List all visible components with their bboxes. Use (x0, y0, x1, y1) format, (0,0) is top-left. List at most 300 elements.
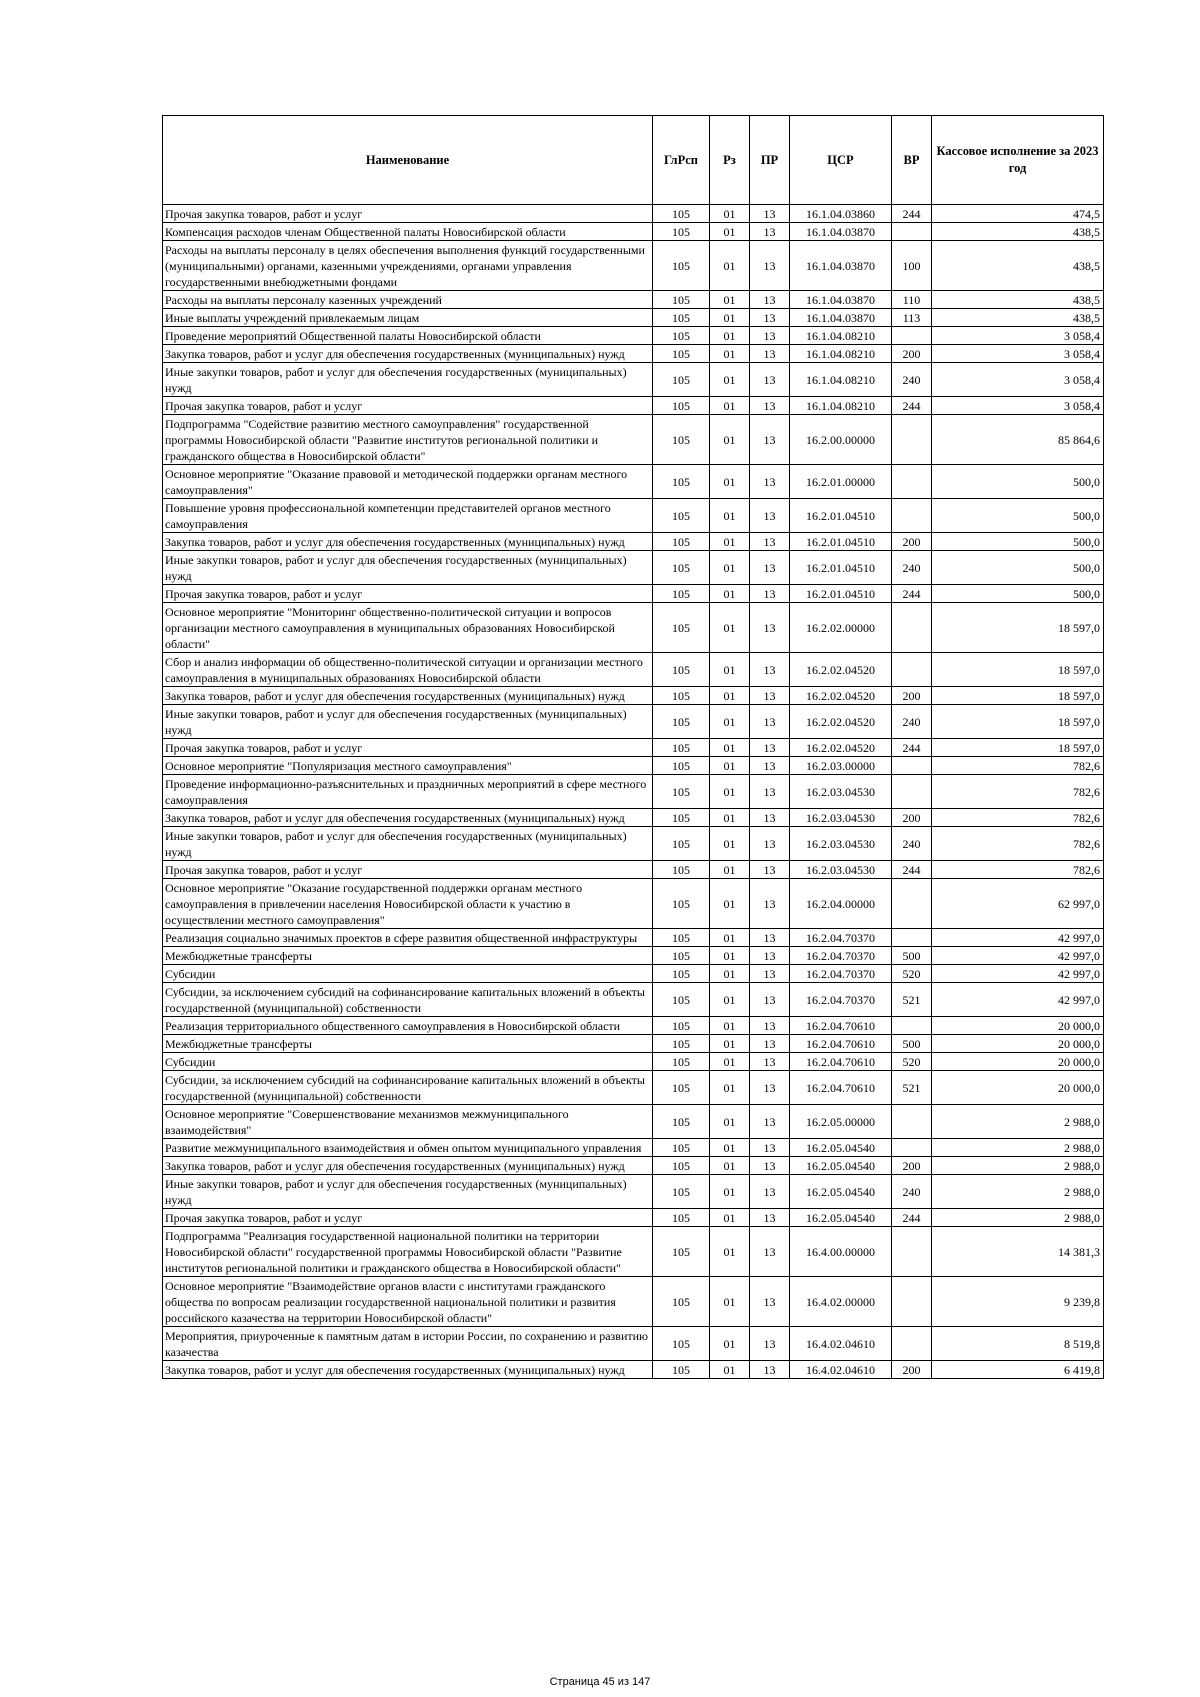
cell-name: Закупка товаров, работ и услуг для обеспечения государственных (муниципальных) нужд (163, 1361, 653, 1379)
cell-sum: 18 597,0 (932, 603, 1104, 653)
cell-vr (892, 1105, 932, 1139)
cell-vr: 520 (892, 965, 932, 983)
header-csr: ЦСР (790, 116, 892, 205)
cell-vr: 240 (892, 705, 932, 739)
cell-rz: 01 (710, 1361, 750, 1379)
cell-pr: 13 (750, 309, 790, 327)
table-row (163, 653, 1104, 687)
cell-name: Иные закупки товаров, работ и услуг для обеспечения государственных (муниципальных) нужд (163, 705, 653, 739)
cell-pr: 13 (750, 465, 790, 499)
table-row (163, 551, 1104, 585)
cell-sum: 20 000,0 (932, 1053, 1104, 1071)
cell-vr: 521 (892, 983, 932, 1017)
cell-sum: 782,6 (932, 827, 1104, 861)
table-row (163, 363, 1104, 397)
cell-csr: 16.2.05.04540 (790, 1209, 892, 1227)
table-row (163, 1035, 1104, 1053)
cell-gl: 105 (653, 533, 710, 551)
table-row (163, 827, 1104, 861)
table-row (163, 1071, 1104, 1105)
cell-pr: 13 (750, 327, 790, 345)
table-row (163, 739, 1104, 757)
cell-csr: 16.1.04.08210 (790, 327, 892, 345)
cell-gl: 105 (653, 603, 710, 653)
cell-gl: 105 (653, 983, 710, 1017)
cell-name: Проведение информационно-разъяснительных и праздничных мероприятий в сфере местного самоуправления (163, 775, 653, 809)
cell-gl: 105 (653, 687, 710, 705)
cell-csr: 16.2.05.04540 (790, 1175, 892, 1209)
cell-vr: 244 (892, 397, 932, 415)
cell-vr: 240 (892, 363, 932, 397)
cell-csr: 16.1.04.08210 (790, 345, 892, 363)
cell-rz: 01 (710, 983, 750, 1017)
cell-name: Компенсация расходов членам Общественной палаты Новосибирской области (163, 223, 653, 241)
table-row (163, 533, 1104, 551)
cell-vr (892, 1277, 932, 1327)
cell-rz: 01 (710, 1017, 750, 1035)
cell-csr: 16.2.04.70370 (790, 983, 892, 1017)
budget-table-sheet (162, 115, 1103, 1379)
cell-gl: 105 (653, 327, 710, 345)
cell-name: Закупка товаров, работ и услуг для обеспечения государственных (муниципальных) нужд (163, 1157, 653, 1175)
cell-gl: 105 (653, 879, 710, 929)
table-row (163, 241, 1104, 291)
cell-sum: 8 519,8 (932, 1327, 1104, 1361)
cell-pr: 13 (750, 947, 790, 965)
cell-pr: 13 (750, 827, 790, 861)
cell-gl: 105 (653, 739, 710, 757)
cell-pr: 13 (750, 223, 790, 241)
cell-sum: 2 988,0 (932, 1157, 1104, 1175)
cell-vr: 244 (892, 739, 932, 757)
table-body (163, 205, 1104, 1379)
cell-name: Основное мероприятие "Оказание правовой и методической поддержки органам местного самоуправления" (163, 465, 653, 499)
cell-rz: 01 (710, 1327, 750, 1361)
cell-pr: 13 (750, 809, 790, 827)
cell-csr: 16.2.03.04530 (790, 827, 892, 861)
cell-gl: 105 (653, 309, 710, 327)
cell-name: Основное мероприятие "Совершенствование механизмов межмуниципального взаимодействия" (163, 1105, 653, 1139)
cell-sum: 42 997,0 (932, 983, 1104, 1017)
cell-pr: 13 (750, 1209, 790, 1227)
header-name: Наименование (163, 116, 653, 205)
cell-gl: 105 (653, 827, 710, 861)
cell-vr (892, 653, 932, 687)
table-row (163, 775, 1104, 809)
cell-sum: 782,6 (932, 757, 1104, 775)
cell-pr: 13 (750, 965, 790, 983)
cell-csr: 16.2.02.04520 (790, 705, 892, 739)
cell-vr: 244 (892, 205, 932, 223)
cell-pr: 13 (750, 603, 790, 653)
cell-csr: 16.2.05.04540 (790, 1157, 892, 1175)
table-row (163, 879, 1104, 929)
cell-gl: 105 (653, 1209, 710, 1227)
cell-rz: 01 (710, 309, 750, 327)
table-row (163, 415, 1104, 465)
cell-pr: 13 (750, 1035, 790, 1053)
cell-vr (892, 1017, 932, 1035)
cell-vr: 100 (892, 241, 932, 291)
cell-rz: 01 (710, 861, 750, 879)
cell-csr: 16.1.04.03870 (790, 241, 892, 291)
table-row (163, 1105, 1104, 1139)
cell-vr: 113 (892, 309, 932, 327)
cell-vr: 240 (892, 551, 932, 585)
cell-name: Прочая закупка товаров, работ и услуг (163, 739, 653, 757)
table-row (163, 309, 1104, 327)
table-row (163, 705, 1104, 739)
cell-sum: 438,5 (932, 241, 1104, 291)
cell-csr: 16.2.01.04510 (790, 585, 892, 603)
cell-gl: 105 (653, 1053, 710, 1071)
cell-vr (892, 929, 932, 947)
cell-vr: 500 (892, 1035, 932, 1053)
cell-sum: 18 597,0 (932, 653, 1104, 687)
cell-pr: 13 (750, 533, 790, 551)
cell-rz: 01 (710, 205, 750, 223)
cell-rz: 01 (710, 397, 750, 415)
cell-vr: 200 (892, 345, 932, 363)
cell-sum: 782,6 (932, 809, 1104, 827)
cell-gl: 105 (653, 1105, 710, 1139)
cell-sum: 18 597,0 (932, 705, 1104, 739)
cell-csr: 16.2.05.00000 (790, 1105, 892, 1139)
cell-vr: 200 (892, 809, 932, 827)
cell-rz: 01 (710, 499, 750, 533)
table-row (163, 929, 1104, 947)
cell-gl: 105 (653, 585, 710, 603)
cell-name: Прочая закупка товаров, работ и услуг (163, 205, 653, 223)
cell-vr (892, 757, 932, 775)
cell-sum: 20 000,0 (932, 1035, 1104, 1053)
cell-vr: 240 (892, 1175, 932, 1209)
table-row (163, 205, 1104, 223)
cell-csr: 16.2.02.04520 (790, 687, 892, 705)
table-row (163, 757, 1104, 775)
cell-gl: 105 (653, 345, 710, 363)
cell-gl: 105 (653, 757, 710, 775)
cell-name: Иные закупки товаров, работ и услуг для обеспечения государственных (муниципальных) нужд (163, 1175, 653, 1209)
cell-pr: 13 (750, 1017, 790, 1035)
cell-name: Прочая закупка товаров, работ и услуг (163, 397, 653, 415)
cell-vr (892, 775, 932, 809)
cell-name: Основное мероприятие "Оказание государственной поддержки органам местного самоуправления в привлечении населения Новосибирской области к участию в осуществлении местного самоуправления" (163, 879, 653, 929)
cell-pr: 13 (750, 1139, 790, 1157)
cell-pr: 13 (750, 757, 790, 775)
cell-pr: 13 (750, 363, 790, 397)
cell-vr: 200 (892, 533, 932, 551)
cell-pr: 13 (750, 1053, 790, 1071)
cell-rz: 01 (710, 241, 750, 291)
cell-rz: 01 (710, 1139, 750, 1157)
cell-gl: 105 (653, 499, 710, 533)
cell-sum: 2 988,0 (932, 1209, 1104, 1227)
cell-vr: 244 (892, 1209, 932, 1227)
cell-name: Субсидии, за исключением субсидий на софинансирование капитальных вложений в объекты государственной (муниципальной) собственности (163, 1071, 653, 1105)
cell-vr: 521 (892, 1071, 932, 1105)
table-row (163, 585, 1104, 603)
cell-csr: 16.4.02.00000 (790, 1277, 892, 1327)
cell-sum: 438,5 (932, 309, 1104, 327)
cell-pr: 13 (750, 551, 790, 585)
cell-vr (892, 1139, 932, 1157)
cell-pr: 13 (750, 499, 790, 533)
table-row (163, 809, 1104, 827)
cell-sum: 438,5 (932, 291, 1104, 309)
cell-rz: 01 (710, 551, 750, 585)
cell-gl: 105 (653, 929, 710, 947)
cell-csr: 16.1.04.03870 (790, 291, 892, 309)
cell-name: Подпрограмма "Содействие развитию местного самоуправления" государственной программы Новосибирской области "Развитие институтов региональной политики и гражданского общества в Новосибирской области" (163, 415, 653, 465)
cell-vr: 200 (892, 687, 932, 705)
cell-name: Реализация социально значимых проектов в сфере развития общественной инфраструктуры (163, 929, 653, 947)
cell-pr: 13 (750, 1277, 790, 1327)
cell-name: Расходы на выплаты персоналу в целях обеспечения выполнения функций государственными (муниципальными) органами, казенными учреждениями, органами управления государственными внебюджетными фондами (163, 241, 653, 291)
cell-gl: 105 (653, 1071, 710, 1105)
cell-name: Прочая закупка товаров, работ и услуг (163, 861, 653, 879)
cell-sum: 438,5 (932, 223, 1104, 241)
cell-pr: 13 (750, 205, 790, 223)
cell-sum: 6 419,8 (932, 1361, 1104, 1379)
cell-vr: 520 (892, 1053, 932, 1071)
cell-sum: 3 058,4 (932, 363, 1104, 397)
cell-sum: 42 997,0 (932, 947, 1104, 965)
table-header-row (163, 116, 1104, 205)
table-row (163, 1017, 1104, 1035)
cell-sum: 782,6 (932, 861, 1104, 879)
cell-rz: 01 (710, 1209, 750, 1227)
cell-gl: 105 (653, 1227, 710, 1277)
cell-rz: 01 (710, 1157, 750, 1175)
table-row (163, 1053, 1104, 1071)
cell-vr: 244 (892, 585, 932, 603)
page-number: Страница 45 из 147 (549, 1676, 651, 1688)
cell-csr: 16.2.03.04530 (790, 775, 892, 809)
cell-rz: 01 (710, 363, 750, 397)
table-row (163, 465, 1104, 499)
cell-name: Иные закупки товаров, работ и услуг для обеспечения государственных (муниципальных) нужд (163, 551, 653, 585)
cell-pr: 13 (750, 397, 790, 415)
cell-csr: 16.2.00.00000 (790, 415, 892, 465)
table-row (163, 345, 1104, 363)
table-row (163, 947, 1104, 965)
cell-rz: 01 (710, 965, 750, 983)
cell-pr: 13 (750, 291, 790, 309)
cell-gl: 105 (653, 1277, 710, 1327)
cell-name: Основное мероприятие "Популяризация местного самоуправления" (163, 757, 653, 775)
cell-csr: 16.1.04.03860 (790, 205, 892, 223)
cell-gl: 105 (653, 809, 710, 827)
cell-vr: 244 (892, 861, 932, 879)
cell-rz: 01 (710, 929, 750, 947)
table-row (163, 1209, 1104, 1227)
cell-gl: 105 (653, 1157, 710, 1175)
cell-name: Мероприятия, приуроченные к памятным датам в истории России, по сохранению и развитию казачества (163, 1327, 653, 1361)
cell-sum: 3 058,4 (932, 345, 1104, 363)
cell-pr: 13 (750, 1175, 790, 1209)
cell-csr: 16.4.02.04610 (790, 1327, 892, 1361)
cell-sum: 18 597,0 (932, 687, 1104, 705)
table-row (163, 1157, 1104, 1175)
cell-sum: 20 000,0 (932, 1017, 1104, 1035)
cell-pr: 13 (750, 687, 790, 705)
table-row (163, 499, 1104, 533)
table-row (163, 687, 1104, 705)
cell-pr: 13 (750, 1157, 790, 1175)
cell-csr: 16.2.05.04540 (790, 1139, 892, 1157)
cell-csr: 16.1.04.03870 (790, 223, 892, 241)
cell-gl: 105 (653, 705, 710, 739)
cell-csr: 16.2.03.04530 (790, 809, 892, 827)
table-row (163, 861, 1104, 879)
cell-rz: 01 (710, 775, 750, 809)
table-row (163, 983, 1104, 1017)
cell-sum: 85 864,6 (932, 415, 1104, 465)
cell-rz: 01 (710, 1277, 750, 1327)
cell-pr: 13 (750, 929, 790, 947)
header-vr: ВР (892, 116, 932, 205)
cell-csr: 16.4.02.04610 (790, 1361, 892, 1379)
cell-csr: 16.2.02.04520 (790, 653, 892, 687)
cell-sum: 2 988,0 (932, 1105, 1104, 1139)
cell-csr: 16.2.03.04530 (790, 861, 892, 879)
cell-sum: 500,0 (932, 465, 1104, 499)
table-row (163, 397, 1104, 415)
cell-csr: 16.1.04.03870 (790, 309, 892, 327)
cell-csr: 16.2.04.70610 (790, 1017, 892, 1035)
cell-csr: 16.2.04.70370 (790, 947, 892, 965)
cell-rz: 01 (710, 687, 750, 705)
cell-rz: 01 (710, 1071, 750, 1105)
cell-gl: 105 (653, 1361, 710, 1379)
cell-name: Сбор и анализ информации об общественно-политической ситуации и организации местного самоуправления в муниципальных образованиях Новосибирской области (163, 653, 653, 687)
table-row (163, 1361, 1104, 1379)
cell-name: Расходы на выплаты персоналу казенных учреждений (163, 291, 653, 309)
cell-rz: 01 (710, 739, 750, 757)
cell-rz: 01 (710, 345, 750, 363)
cell-pr: 13 (750, 879, 790, 929)
cell-gl: 105 (653, 363, 710, 397)
cell-vr: 200 (892, 1361, 932, 1379)
cell-rz: 01 (710, 585, 750, 603)
cell-name: Закупка товаров, работ и услуг для обеспечения государственных (муниципальных) нужд (163, 533, 653, 551)
cell-vr (892, 1327, 932, 1361)
cell-pr: 13 (750, 983, 790, 1017)
cell-rz: 01 (710, 1053, 750, 1071)
cell-vr: 110 (892, 291, 932, 309)
header-sum: Кассовое исполнение за 2023 год (932, 116, 1104, 205)
cell-gl: 105 (653, 1139, 710, 1157)
cell-name: Межбюджетные трансферты (163, 1035, 653, 1053)
cell-name: Закупка товаров, работ и услуг для обеспечения государственных (муниципальных) нужд (163, 345, 653, 363)
cell-rz: 01 (710, 705, 750, 739)
cell-gl: 105 (653, 241, 710, 291)
cell-gl: 105 (653, 465, 710, 499)
cell-pr: 13 (750, 415, 790, 465)
cell-gl: 105 (653, 947, 710, 965)
cell-sum: 42 997,0 (932, 965, 1104, 983)
cell-rz: 01 (710, 1227, 750, 1277)
cell-sum: 782,6 (932, 775, 1104, 809)
cell-rz: 01 (710, 415, 750, 465)
cell-pr: 13 (750, 1071, 790, 1105)
cell-csr: 16.2.04.70370 (790, 965, 892, 983)
cell-csr: 16.1.04.08210 (790, 397, 892, 415)
cell-vr: 240 (892, 827, 932, 861)
cell-sum: 3 058,4 (932, 397, 1104, 415)
cell-gl: 105 (653, 291, 710, 309)
table-row (163, 223, 1104, 241)
cell-pr: 13 (750, 739, 790, 757)
table-row (163, 603, 1104, 653)
cell-csr: 16.2.01.00000 (790, 465, 892, 499)
cell-gl: 105 (653, 775, 710, 809)
cell-vr: 200 (892, 1157, 932, 1175)
cell-name: Иные закупки товаров, работ и услуг для обеспечения государственных (муниципальных) нужд (163, 363, 653, 397)
cell-pr: 13 (750, 345, 790, 363)
cell-vr (892, 603, 932, 653)
cell-rz: 01 (710, 653, 750, 687)
cell-sum: 2 988,0 (932, 1175, 1104, 1209)
cell-gl: 105 (653, 415, 710, 465)
cell-pr: 13 (750, 861, 790, 879)
cell-rz: 01 (710, 603, 750, 653)
cell-csr: 16.2.04.70610 (790, 1071, 892, 1105)
header-glrsp: ГлРсп (653, 116, 710, 205)
cell-name: Субсидии (163, 965, 653, 983)
cell-pr: 13 (750, 1227, 790, 1277)
cell-rz: 01 (710, 1105, 750, 1139)
cell-name: Субсидии (163, 1053, 653, 1071)
cell-pr: 13 (750, 585, 790, 603)
cell-rz: 01 (710, 879, 750, 929)
cell-sum: 62 997,0 (932, 879, 1104, 929)
cell-rz: 01 (710, 465, 750, 499)
cell-csr: 16.2.01.04510 (790, 533, 892, 551)
cell-pr: 13 (750, 1105, 790, 1139)
cell-csr: 16.2.04.70370 (790, 929, 892, 947)
cell-gl: 105 (653, 1017, 710, 1035)
cell-vr (892, 1227, 932, 1277)
cell-gl: 105 (653, 1175, 710, 1209)
cell-rz: 01 (710, 291, 750, 309)
cell-gl: 105 (653, 205, 710, 223)
cell-sum: 14 381,3 (932, 1227, 1104, 1277)
cell-pr: 13 (750, 653, 790, 687)
cell-rz: 01 (710, 223, 750, 241)
cell-vr (892, 223, 932, 241)
cell-pr: 13 (750, 775, 790, 809)
cell-name: Подпрограмма "Реализация государственной национальной политики на территории Новосибирской области" государственной программы Новосибирской области "Развитие институтов региональной политики и гражданского общества в Новосибирской области" (163, 1227, 653, 1277)
cell-name: Иные выплаты учреждений привлекаемым лицам (163, 309, 653, 327)
cell-gl: 105 (653, 653, 710, 687)
cell-name: Основное мероприятие "Мониторинг общественно-политической ситуации и вопросов организации местного самоуправления в муниципальных образованиях Новосибирской области" (163, 603, 653, 653)
cell-pr: 13 (750, 1327, 790, 1361)
cell-sum: 474,5 (932, 205, 1104, 223)
cell-gl: 105 (653, 1327, 710, 1361)
cell-name: Иные закупки товаров, работ и услуг для обеспечения государственных (муниципальных) нужд (163, 827, 653, 861)
cell-csr: 16.1.04.08210 (790, 363, 892, 397)
cell-gl: 105 (653, 223, 710, 241)
cell-vr (892, 327, 932, 345)
cell-name: Повышение уровня профессиональной компетенции представителей органов местного самоуправления (163, 499, 653, 533)
cell-rz: 01 (710, 947, 750, 965)
cell-sum: 3 058,4 (932, 327, 1104, 345)
cell-csr: 16.2.02.04520 (790, 739, 892, 757)
cell-name: Прочая закупка товаров, работ и услуг (163, 585, 653, 603)
cell-pr: 13 (750, 1361, 790, 1379)
